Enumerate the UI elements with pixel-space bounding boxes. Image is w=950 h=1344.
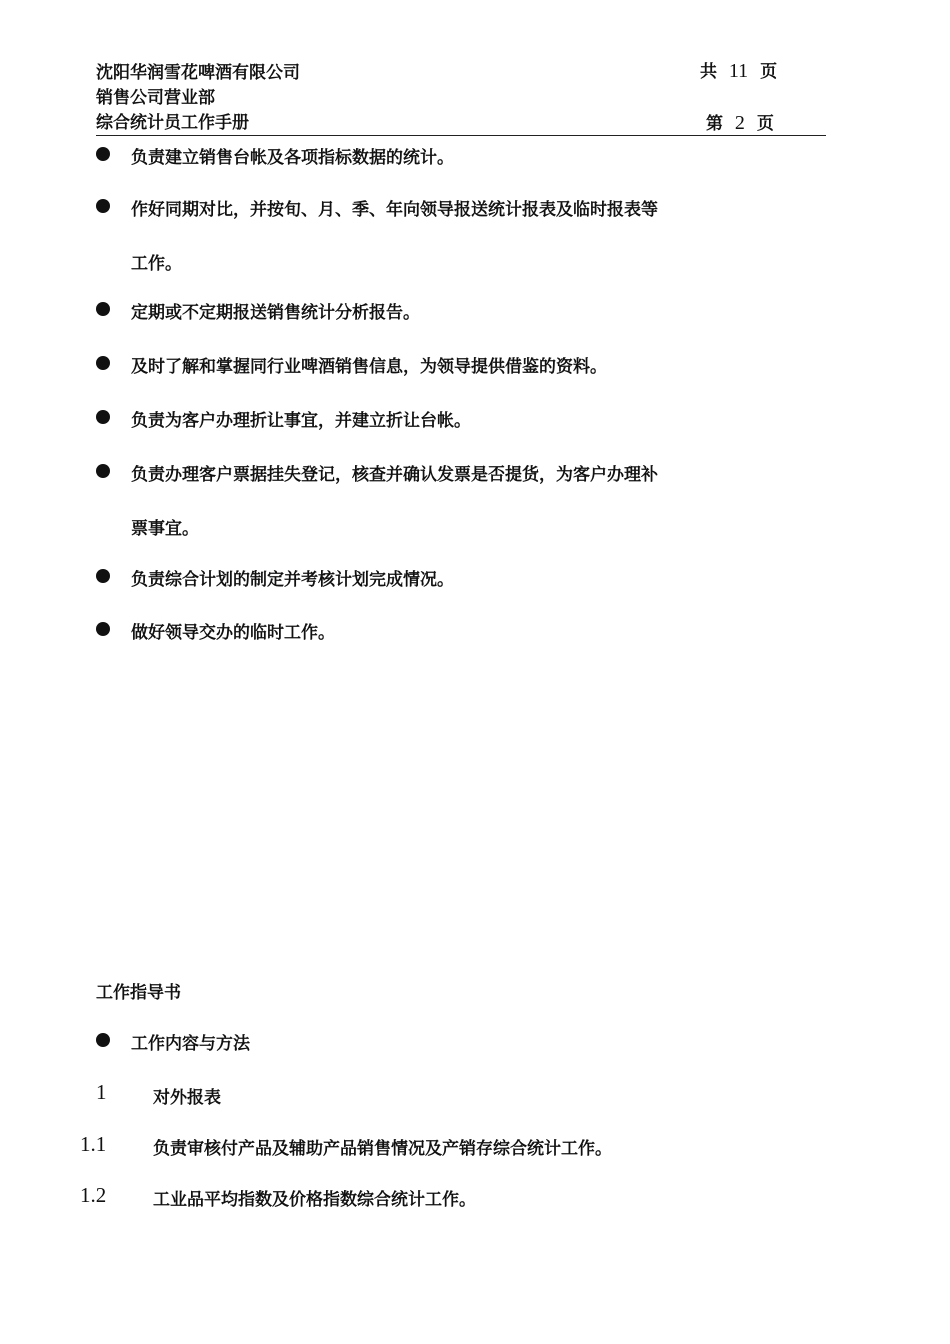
manual-title: 综合统计员工作手册 — [96, 113, 249, 133]
duty-item-continuation: 票事宜。 — [131, 519, 199, 539]
duty-item-continuation: 工作。 — [131, 254, 182, 274]
section-title: 工作指导书 — [96, 983, 181, 1003]
bullet-icon — [96, 410, 110, 424]
page-number: 第 2 页 — [706, 112, 774, 134]
bullet-icon — [96, 1033, 110, 1047]
bullet-icon — [96, 199, 110, 213]
section-text: 对外报表 — [153, 1088, 221, 1108]
section-number: 1.1 — [80, 1132, 107, 1156]
bullet-icon — [96, 464, 110, 478]
header-rule — [96, 135, 826, 136]
bullet-icon — [96, 622, 110, 636]
bullet-icon — [96, 356, 110, 370]
bullet-icon — [96, 569, 110, 583]
section-text: 工业品平均指数及价格指数综合统计工作。 — [153, 1190, 476, 1210]
section-number: 1.2 — [80, 1183, 107, 1207]
company-name: 沈阳华润雪花啤酒有限公司 — [96, 63, 300, 83]
bullet-icon — [96, 302, 110, 316]
section-number: 1 — [96, 1080, 107, 1104]
section-text: 负责审核付产品及辅助产品销售情况及产销存综合统计工作。 — [153, 1139, 612, 1159]
total-pages: 共 11 页 — [700, 60, 778, 82]
bullet-icon — [96, 147, 110, 161]
department-name: 销售公司营业部 — [96, 88, 215, 108]
